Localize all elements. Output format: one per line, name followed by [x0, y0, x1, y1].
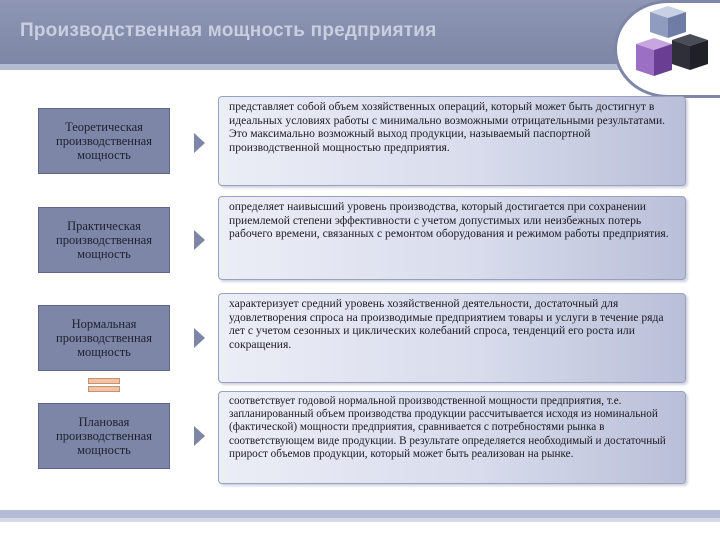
definition-box-normal — [218, 293, 686, 383]
term-label: Практическая производственная мощность — [56, 219, 152, 261]
connector-bar — [88, 386, 120, 392]
definition-text: соответствует годовой нормальной производственной мощности предприятия, т.е. запланированный объем производства продукции рассчитывается исходя из номинальной (фактической) мощности предприятия, сравнивается с потребностями рынка в соответствующем виде продукции. В результате определяется необходимый и достаточный прирост объемов продукции, который может быть реализован на рынке. — [229, 395, 666, 460]
term-label: Теоретическая производственная мощность — [56, 120, 152, 162]
term-box-planned — [38, 403, 170, 469]
footer-stripe — [0, 518, 720, 522]
term-label: Плановая производственная мощность — [56, 415, 152, 457]
term-box-practical — [38, 207, 170, 273]
page-title: Производственная мощность предприятия — [20, 20, 437, 41]
arrow-icon — [194, 328, 205, 348]
definition-text: представляет собой объем хозяйственных операций, который может быть достигнут в идеальных условиях работы с минимально возможными отрицательными результатами. Это максимально возможный выход продукции, называемый паспортной производственной мощностью предприятия. — [229, 100, 666, 154]
arrow-icon — [194, 230, 205, 250]
arrow-icon — [194, 133, 205, 153]
definition-box-theoretical — [218, 96, 686, 186]
term-box-theoretical — [38, 108, 170, 174]
arrow-icon — [194, 426, 205, 446]
term-box-normal — [38, 305, 170, 371]
cubes-logo-icon — [630, 4, 716, 86]
header-bar — [0, 0, 720, 64]
definition-box-planned — [218, 391, 686, 484]
definition-text: характеризует средний уровень хозяйственной деятельности, достаточный для удовлетворения спроса на производимые предприятием товары и услуги в течение ряда лет с учетом сезонных и циклических колебаний спроса, тенденций его роста или сокращения. — [229, 297, 664, 351]
definition-box-practical — [218, 196, 686, 280]
footer-bar — [0, 510, 720, 518]
term-label: Нормальная производственная мощность — [56, 317, 152, 359]
connector-bar — [88, 378, 120, 384]
header-stripe — [0, 64, 720, 70]
definition-text: определяет наивысший уровень производства, который достигается при сохранении приемлемой степени эффективности с учетом допустимых или неизбежных потерь рабочего времени, связанных с ремонтом оборудования и режимом работы предприятия. — [229, 200, 669, 241]
